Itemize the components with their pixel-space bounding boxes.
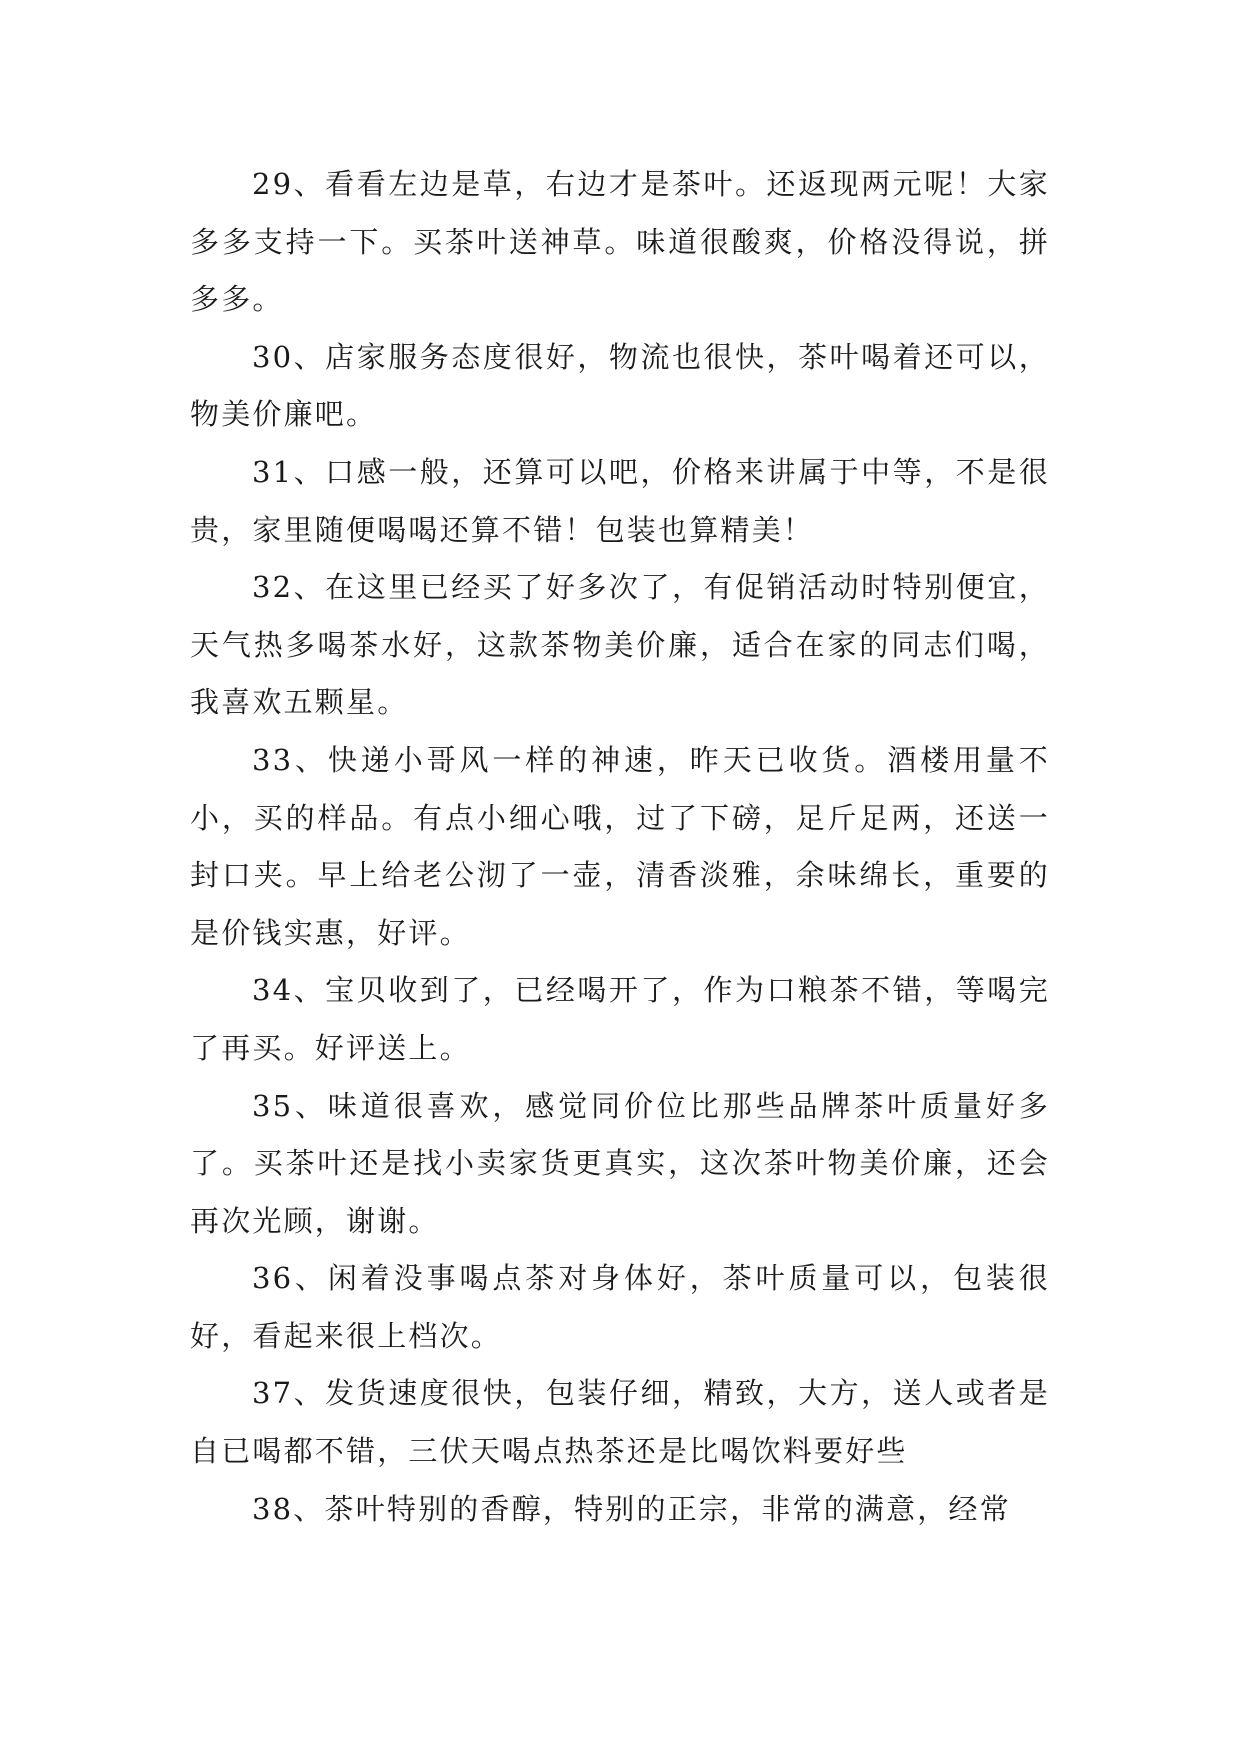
paragraph-34: 34、宝贝收到了，已经喝开了，作为口粮茶不错，等喝完了再买。好评送上。 <box>190 973 1050 1065</box>
paragraph-30: 30、店家服务态度很好，物流也很快，茶叶喝着还可以，物美价廉吧。 <box>190 339 1050 432</box>
paragraph-36: 36、闲着没事喝点茶对身体好，茶叶质量可以，包装很好，看起来很上档次。 <box>190 1261 1050 1353</box>
paragraph-38: 38、茶叶特别的香醇，特别的正宗，非常的满意，经常 <box>252 1491 1011 1526</box>
paragraph-37: 37、发货速度很快，包装仔细，精致，大方，送人或者是自已喝都不错，三伏天喝点热茶还是比喝饮料要好些 <box>190 1376 1050 1469</box>
paragraph-29: 29、看看左边是草，右边才是茶叶。还返现两元呢！大家多多支持一下。买茶叶送神草。味道很酸爽，价格没得说，拼多多。 <box>190 167 1050 317</box>
paragraph-31: 31、口感一般，还算可以吧，价格来讲属于中等，不是很贵，家里随便喝喝还算不错！包装也算精美！ <box>190 454 1050 547</box>
document-body <box>190 156 1050 1538</box>
paragraph-35: 35、味道很喜欢，感觉同价位比那些品牌茶叶质量好多了。买茶叶还是找小卖家货更真实，这次茶叶物美价廉，还会再次光顾，谢谢。 <box>190 1088 1050 1238</box>
paragraph-32: 32、在这里已经买了好多次了，有促销活动时特别便宜，天气热多喝茶水好，这款茶物美价廉，适合在家的同志们喝，我喜欢五颗星。 <box>190 570 1050 720</box>
paragraph-33: 33、快递小哥风一样的神速，昨天已收货。酒楼用量不小，买的样品。有点小细心哦，过了下磅，足斤足两，还送一封口夹。早上给老公沏了一壶，清香淡雅，余味绵长，重要的是价钱实惠，好评。 <box>190 742 1050 950</box>
